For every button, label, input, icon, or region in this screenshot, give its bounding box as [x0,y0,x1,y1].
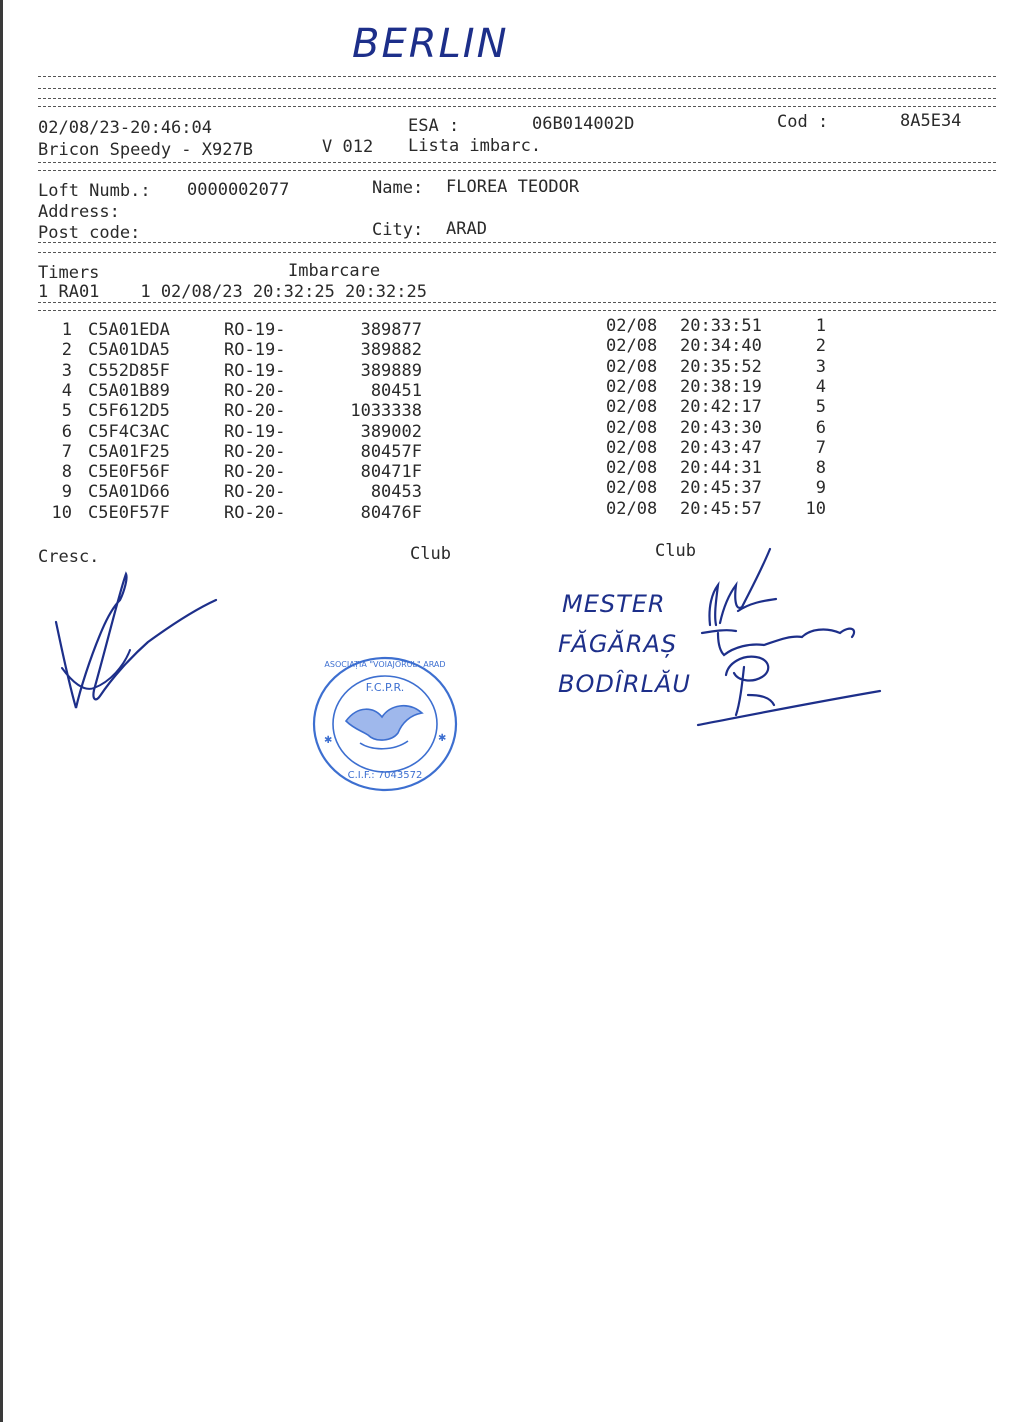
bird-date: 02/08 [606,376,658,397]
bird-ring: 80471F [360,462,422,483]
bird-prefix: RO-19- [224,360,286,381]
postcode-label: Post code: [38,223,141,243]
bird-prefix: RO-19- [224,320,286,340]
bird-chip: C5A01EDA [88,320,170,340]
bird-seq: 5 [815,397,826,418]
loft-number-label: Loft Numb.: [38,181,151,201]
bird-date: 02/08 [606,336,658,357]
bird-date: 02/08 [606,437,658,458]
bird-chip: C5F4C3AC [88,421,170,442]
breeder-signature-label: Cresc. [38,547,100,567]
bird-seq: 7 [815,437,826,458]
club-name-handwritten: FĂGĂRAȘ [558,630,678,658]
bird-seq: 10 [805,498,826,519]
bird-no: 9 [61,482,72,503]
stamp-text-top: ASOCIAȚIA "VOIAJORUL" ARAD [324,660,446,669]
bird-time: 20:38:19 [680,376,762,397]
separator [38,162,996,163]
bird-seq: 4 [815,376,826,397]
esa-value: 06B014002D [532,114,635,134]
bird-date: 02/08 [606,458,658,479]
svg-text:✱: ✱ [438,733,447,744]
bird-seq: 3 [815,356,826,377]
bird-no: 2 [61,340,72,361]
bird-prefix: RO-20- [224,401,286,422]
timer-row: 1 RA01 1 02/08/23 20:32:25 20:32:25 [38,282,427,302]
bird-no: 4 [61,380,72,401]
bird-prefix: RO-20- [224,462,286,483]
club-stamp [310,655,460,793]
bird-date: 02/08 [606,478,658,499]
club-label: Club [410,544,451,564]
bird-no: 6 [61,421,72,442]
bird-time: 20:44:31 [680,458,762,479]
bird-chip: C5E0F57F [88,502,170,523]
separator [38,242,996,243]
bird-prefix: RO-19- [224,421,286,442]
stamp-text-center: F.C.P.R. [365,681,405,694]
cod-label: Cod : [777,112,829,132]
separator [38,302,996,303]
bird-chip: C5F612D5 [88,401,170,422]
separator [38,76,996,77]
bird-ring: 1033338 [350,401,422,422]
race-title-handwritten: BERLIN [352,21,509,67]
device-name: Bricon Speedy - X927B [38,140,253,160]
city-label: City: [372,220,424,240]
bird-ring: 80453 [370,482,422,503]
club-signatures [690,545,890,730]
cod-value: 8A5E34 [900,111,962,131]
separator [38,88,996,89]
bird-seq: 1 [815,316,826,336]
bird-time: 20:34:40 [680,336,762,357]
bird-no: 10 [51,502,72,523]
svg-text:✱: ✱ [324,735,333,746]
bird-prefix: RO-20- [224,380,286,401]
bird-chip: C5A01F25 [88,441,170,462]
timers-label: Timers [38,263,100,283]
address-label: Address: [38,202,120,222]
bird-ring: 389889 [360,360,422,381]
bird-no: 3 [61,360,72,381]
club-name-handwritten: BODÎRLĂU [558,670,691,698]
bird-time: 20:45:57 [680,498,762,519]
list-title: Lista imbarc. [408,136,542,156]
loft-number-value: 0000002077 [187,180,290,200]
bird-time: 20:43:30 [680,417,762,438]
bird-time: 20:33:51 [680,316,762,336]
bird-ring: 389002 [360,421,422,442]
club-name-handwritten: MESTER [562,590,666,618]
imbarcare-label: Imbarcare [288,261,381,281]
bird-prefix: RO-20- [224,441,286,462]
bird-time: 20:35:52 [680,356,762,377]
name-value: FLOREA TEODOR [446,177,580,197]
device-version: V 012 [322,137,374,157]
separator [38,310,996,311]
separator [38,98,996,99]
bird-date: 02/08 [606,498,658,519]
bird-seq: 2 [815,336,826,357]
bird-time: 20:45:37 [680,478,762,499]
bird-seq: 8 [815,458,826,479]
bird-ring: 389882 [360,340,422,361]
bird-chip: C5E0F56F [88,462,170,483]
bird-ring: 389877 [360,320,422,340]
bird-no: 1 [61,320,72,340]
bird-no: 5 [61,401,72,422]
bird-date: 02/08 [606,417,658,438]
bird-chip: C5A01D66 [88,482,170,503]
club-label: Club [655,541,696,561]
esa-label: ESA : [408,116,460,136]
breeder-signature [50,570,230,720]
bird-no: 8 [61,462,72,483]
bird-ring: 80451 [370,380,422,401]
bird-ring: 80457F [360,441,422,462]
bird-prefix: RO-20- [224,502,286,523]
bird-time: 20:42:17 [680,397,762,418]
name-label: Name: [372,178,424,198]
bird-no: 7 [61,441,72,462]
stamp-text-bottom: C.I.F.: 7043572 [347,770,423,781]
separator [38,106,996,107]
bird-seq: 6 [815,417,826,438]
bird-chip: C5A01B89 [88,380,170,401]
bird-time: 20:43:47 [680,437,762,458]
bird-date: 02/08 [606,356,658,377]
bird-chip: C5A01DA5 [88,340,170,361]
bird-ring: 80476F [360,502,422,523]
city-value: ARAD [446,219,487,239]
bird-date: 02/08 [606,397,658,418]
bird-chip: C552D85F [88,360,170,381]
bird-prefix: RO-19- [224,340,286,361]
page-edge [0,0,3,1422]
separator [38,170,996,171]
bird-prefix: RO-20- [224,482,286,503]
bird-date: 02/08 [606,316,658,336]
separator [38,252,996,253]
print-datetime: 02/08/23-20:46:04 [38,118,212,138]
bird-seq: 9 [815,478,826,499]
